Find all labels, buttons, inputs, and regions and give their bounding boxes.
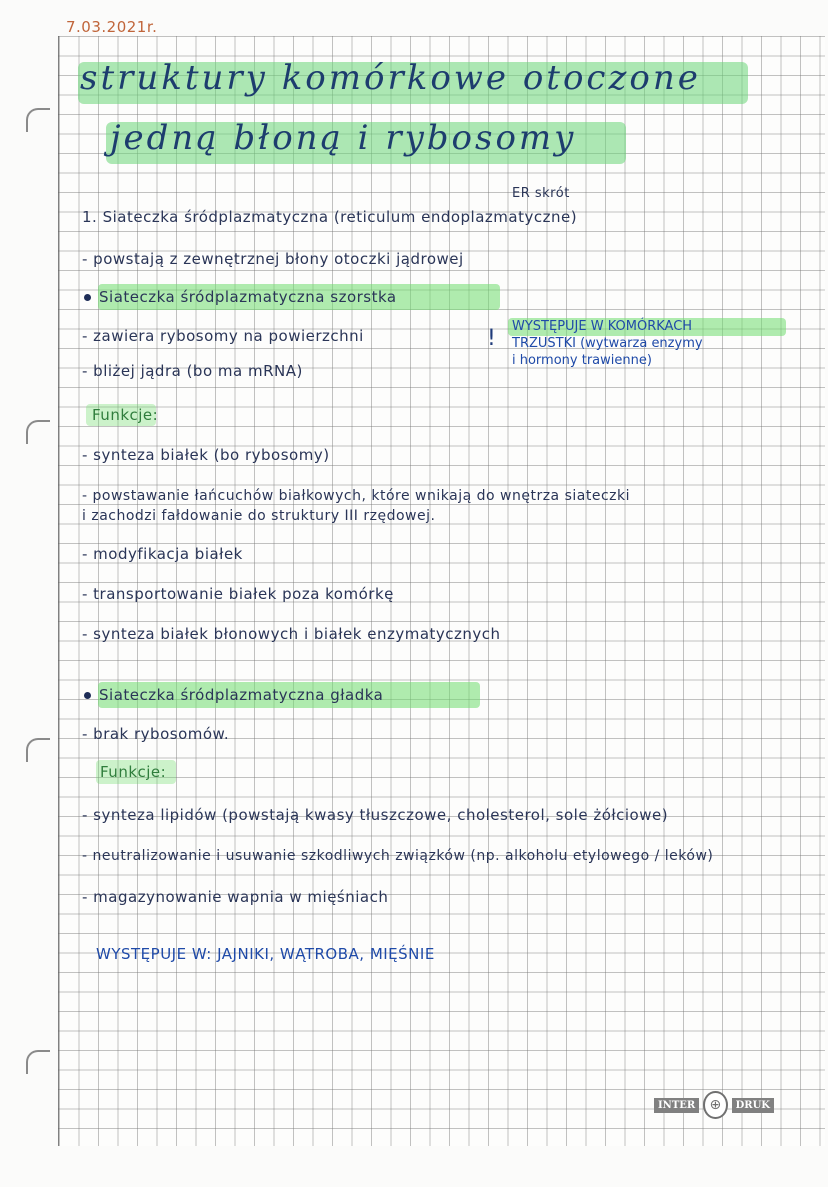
pancreas-note <box>512 318 703 369</box>
occurrence-line: WYSTĘPUJE W: JAJNIKI, WĄTROBA, MIĘŚNIE <box>96 945 435 963</box>
binder-hole-mark <box>26 1050 50 1074</box>
page-title-line-2: jedną błoną i rybosomy <box>110 118 577 158</box>
note-line: TRZUSTKI (wytwarza enzymy <box>512 336 703 351</box>
smooth-er-feature: - brak rybosomów. <box>82 725 230 743</box>
function-item: - neutralizowanie i usuwanie szkodliwych związków (np. alkoholu etylowego / leków) <box>82 848 714 864</box>
exclamation-icon: ! <box>487 326 496 351</box>
margin-line <box>58 36 59 1146</box>
functions-label: Funkcje: <box>92 406 159 424</box>
section-heading: 1. Siateczka śródplazmatyczna (reticulum endoplazmatyczne) <box>82 208 578 226</box>
rough-er-feature: - bliżej jądra (bo ma mRNA) <box>82 362 303 380</box>
function-item: - powstawanie łańcuchów białkowych, które wnikają do wnętrza siateczki <box>82 488 630 504</box>
bullet-dot-icon <box>84 294 91 301</box>
logo-left-text: INTER <box>654 1098 699 1113</box>
smooth-er-heading-text: Siateczka śródplazmatyczna gładka <box>99 686 384 704</box>
binder-hole-mark <box>26 108 50 132</box>
function-item-continued: i zachodzi fałdowanie do struktury III rzędowej. <box>82 508 436 524</box>
origin-line: - powstają z zewnętrznej błony otoczki jądrowej <box>82 250 464 268</box>
interdruk-logo <box>654 1094 774 1116</box>
date: 7.03.2021r. <box>66 18 158 36</box>
rough-er-feature: - zawiera rybosomy na powierzchni <box>82 327 364 345</box>
function-item: - modyfikacja białek <box>82 545 243 563</box>
note-line: WYSTĘPUJE W KOMÓRKACH <box>512 319 693 334</box>
function-item: - magazynowanie wapnia w mięśniach <box>82 888 389 906</box>
rough-er-heading <box>84 288 397 306</box>
rough-er-heading-text: Siateczka śródplazmatyczna szorstka <box>99 288 397 306</box>
function-item: - transportowanie białek poza komórkę <box>82 585 394 603</box>
smooth-er-heading <box>84 686 383 704</box>
function-item: - synteza białek (bo rybosomy) <box>82 446 330 464</box>
globe-icon: ⊕ <box>703 1091 727 1119</box>
binder-hole-mark <box>26 420 50 444</box>
bullet-dot-icon <box>84 692 91 699</box>
functions-label: Funkcje: <box>100 763 167 781</box>
binder-hole-mark <box>26 738 50 762</box>
er-abbreviation-note: ER skrót <box>512 186 570 201</box>
logo-right-text: DRUK <box>732 1098 774 1113</box>
page-title-line-1: struktury komórkowe otoczone <box>80 58 701 98</box>
function-item: - synteza białek błonowych i białek enzymatycznych <box>82 625 501 643</box>
function-item: - synteza lipidów (powstają kwasy tłuszczowe, cholesterol, sole żółciowe) <box>82 806 669 824</box>
note-line: i hormony trawienne) <box>512 353 652 368</box>
